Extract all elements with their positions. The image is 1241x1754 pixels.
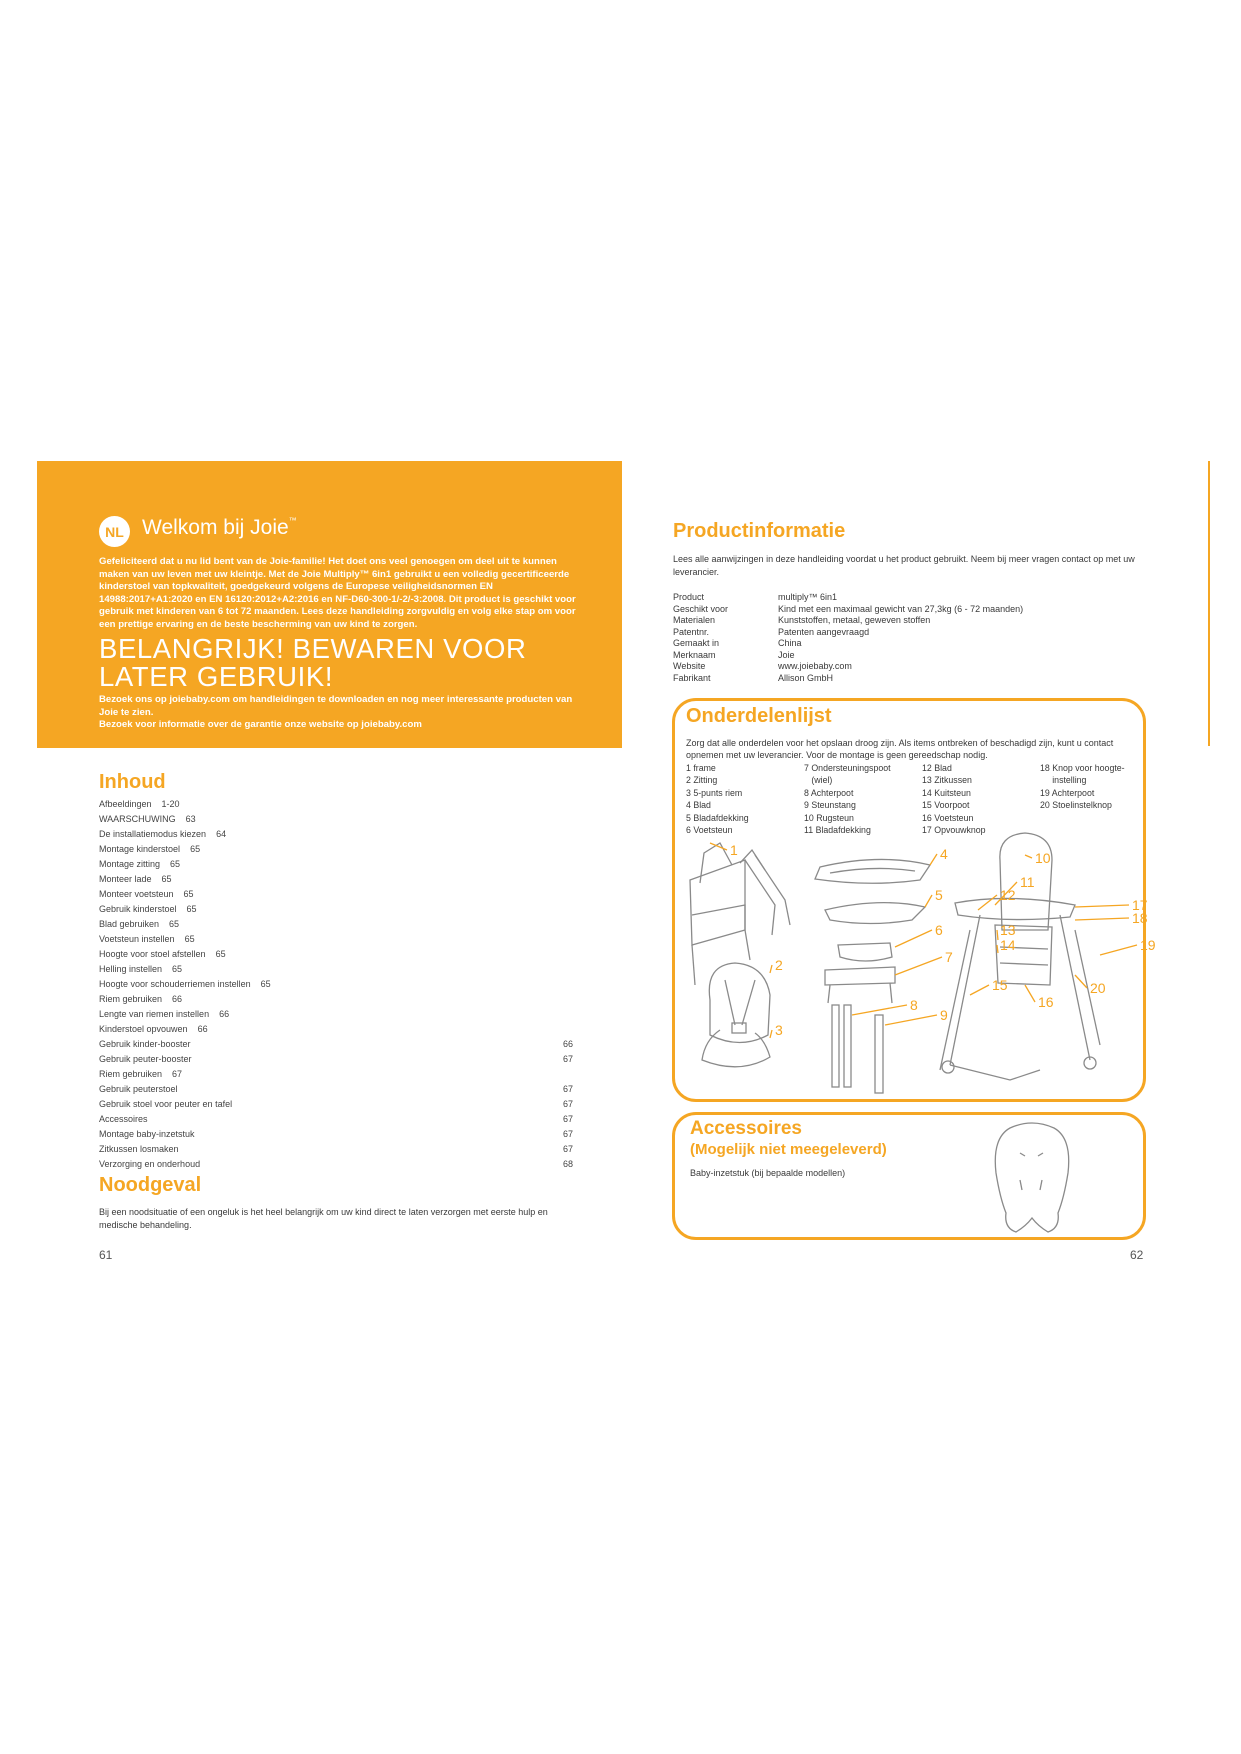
accessories-title: Accessoires	[690, 1118, 802, 1139]
toc-item-label: Blad gebruiken	[99, 919, 160, 929]
toc-item-label: Gebruik peuterstoel	[99, 1084, 178, 1094]
callout-label-17: 17	[1132, 897, 1148, 913]
toc-item-label: Riem gebruiken	[99, 994, 163, 1004]
callout-line	[895, 930, 932, 947]
toc-item-label: Monteer lade	[99, 874, 152, 884]
toc-item-page: 67	[562, 1054, 573, 1064]
callout-line	[1025, 985, 1035, 1002]
toc-item-label: Helling instellen	[99, 964, 163, 974]
product-info-value: Joie	[778, 649, 795, 660]
toc-item	[99, 857, 573, 872]
product-info-value: Patenten aangevraagd	[778, 626, 870, 637]
toc-item-label: Montage baby-inzetstuk	[99, 1129, 195, 1139]
toc-item	[99, 1127, 573, 1142]
callout-line	[1100, 945, 1137, 955]
toc-item	[99, 887, 573, 902]
parts-list-item: 2 Zitting	[686, 775, 718, 786]
toc-item	[99, 1082, 573, 1097]
parts-list-intro: Zorg dat alle onderdelen voor het opslaan droog zijn. Als items ontbreken of beschadigd zijn, kunt u contact opnemen met uw leverancier. Voor de montage is geen gereedschap nodig.	[686, 738, 1114, 760]
toc-item-page: 66	[172, 994, 183, 1004]
toc-item-page: 65	[260, 979, 271, 989]
parts-column-1	[686, 762, 749, 836]
welcome-intro-text: Gefeliciteerd dat u nu lid bent van de Joie-familie! Het doet ons veel genoegen om deel uit te kunnen maken van uw leven met uw kleintje. Met de Joie Multiply™ 6in1 gebruikt u een volledig gecertificeerde kinderstoel van topkwaliteit, goedgekeurd volgens de Europese veiligheidsnormen EN 14988:2017+A1:2020 en EN 16120:2012+A2:2016 en NF-D60-300-1/-2/-3:2008. Dit product is geschikt voor gebruik met kinderen van 6 tot 72 maanden. Lees deze handleiding zorgvuldig en volg elke stap om voor een prettige ervaring en de beste bescherming van uw kind te zorgen.	[99, 556, 576, 630]
toc-item-page: 64	[216, 829, 227, 839]
toc-item	[99, 977, 573, 992]
parts-list-item: 19 Achterpoot	[1040, 787, 1095, 798]
parts-list-item: 7 Ondersteuningspoot	[804, 763, 891, 773]
callout-label-16: 16	[1038, 994, 1054, 1010]
accessories-subtitle: (Mogelijk niet meegeleverd)	[690, 1141, 887, 1158]
toc-item	[99, 917, 573, 932]
support-bar-illustration	[875, 1015, 883, 1093]
product-info-key: Materialen	[673, 615, 716, 625]
toc-item-label: Gebruik kinder-booster	[99, 1039, 191, 1049]
callout-line	[770, 965, 772, 973]
toc-item-label: Kinderstoel opvouwen	[99, 1024, 188, 1034]
callout-line	[997, 945, 998, 953]
callout-label-19: 19	[1140, 937, 1156, 953]
toc-item-label: Riem gebruiken	[99, 1069, 163, 1079]
toc-item-page: 66	[197, 1024, 208, 1034]
parts-list-item: 16 Voetsteun	[922, 812, 974, 823]
product-info-value: Kind met een maximaal gewicht van 27,3kg (6 - 72 maanden)	[778, 603, 1024, 614]
toc-item-label: Hoogte voor schouderriemen instellen	[99, 979, 251, 989]
toc-item-page: 66	[562, 1039, 573, 1049]
trademark-symbol: ™	[288, 516, 297, 525]
toc-item	[99, 932, 573, 947]
toc-item-label: Afbeeldingen	[99, 799, 152, 809]
toc-item-label: Accessoires	[99, 1114, 148, 1124]
callout-label-3: 3	[775, 1022, 783, 1038]
parts-list-item: 1 frame	[686, 763, 716, 773]
toc-item-label: Montage kinderstoel	[99, 844, 181, 854]
callout-line	[770, 1030, 772, 1038]
product-info-value: Allison GmbH	[778, 672, 834, 683]
toc-item-label: Montage zitting	[99, 859, 161, 869]
accessories-item: Baby-inzetstuk (bij bepaalde modellen)	[690, 1168, 846, 1178]
parts-list-item: 11 Bladafdekking	[804, 825, 871, 836]
callout-label-2: 2	[775, 957, 783, 973]
toc-item-page: 67	[562, 1129, 573, 1139]
toc-item-label: Gebruik stoel voor peuter en tafel	[99, 1099, 233, 1109]
parts-list-item: 10 Rugsteun	[804, 812, 854, 823]
callout-label-11: 11	[1020, 874, 1035, 890]
toc-title: Inhoud	[99, 771, 166, 793]
parts-list-item: 18 Knop voor hoogte-	[1040, 763, 1125, 773]
visit-warranty-text: Bezoek voor informatie over de garantie onze website op joiebaby.com	[99, 719, 422, 731]
product-info-intro: Lees alle aanwijzingen in deze handleiding voordat u het product gebruikt. Neem bij meer vragen contact op met uw leverancier.	[673, 554, 1135, 577]
product-info-key: Gemaakt in	[673, 638, 720, 648]
toc-item-page: 65	[161, 874, 172, 884]
callout-label-14: 14	[1000, 937, 1016, 953]
callout-label-10: 10	[1035, 850, 1051, 866]
toc-item-page: 66	[219, 1009, 230, 1019]
callout-line	[925, 895, 932, 907]
footrest-illustration	[838, 943, 892, 961]
tray-cover-illustration	[825, 903, 925, 924]
toc-item	[99, 827, 573, 842]
callout-line	[852, 1005, 907, 1015]
toc-item	[99, 1112, 573, 1127]
toc-item	[99, 797, 573, 812]
callout-label-6: 6	[935, 922, 943, 938]
toc-item	[99, 902, 573, 917]
toc-item	[99, 1007, 573, 1022]
toc-item-label: Verzorging en onderhoud	[99, 1159, 201, 1169]
product-info-key: Geschikt voor	[673, 603, 729, 614]
parts-list-item: 14 Kuitsteun	[922, 787, 971, 798]
toc-item-page: 67	[562, 1144, 573, 1154]
callout-label-20: 20	[1090, 980, 1106, 996]
callout-label-13: 13	[1000, 922, 1016, 938]
toc-item-page: 67	[562, 1084, 573, 1094]
callout-label-5: 5	[935, 887, 943, 903]
product-info-key: Fabrikant	[673, 672, 711, 683]
toc-item-page: 65	[186, 904, 197, 914]
parts-column-4	[1040, 762, 1125, 812]
callout-line	[895, 957, 942, 975]
callout-line	[1025, 855, 1032, 858]
parts-list-item: 12 Blad	[922, 763, 952, 773]
parts-list-item: 8 Achterpoot	[804, 787, 854, 798]
product-info-row	[673, 661, 1153, 673]
parts-list-item: 4 Blad	[686, 800, 711, 811]
parts-column-2	[804, 762, 891, 836]
toc-item-label: Lengte van riemen instellen	[99, 1009, 210, 1019]
language-badge: NL	[99, 516, 130, 547]
tray-illustration	[815, 859, 930, 883]
product-info-value: multiply™ 6in1	[778, 592, 838, 602]
parts-list-item: 3 5-punts riem	[686, 787, 743, 798]
toc-item	[99, 842, 573, 857]
parts-list-item: instelling	[1040, 775, 1087, 786]
toc-item-page: 67	[562, 1114, 573, 1124]
callout-label-1: 1	[730, 842, 738, 858]
callout-line	[997, 930, 998, 940]
product-info-title: Productinformatie	[673, 520, 846, 542]
toc-item-label: Monteer voetsteun	[99, 889, 174, 899]
toc-item-page: 63	[185, 814, 196, 824]
callout-label-15: 15	[992, 977, 1008, 993]
toc-item-page: 67	[562, 1099, 573, 1109]
product-info-row	[673, 604, 1153, 616]
visit-downloads-text: Bezoek ons op joiebaby.com om handleidingen te downloaden en nog meer interessante producten van Joie te zien.	[99, 694, 573, 718]
callout-line	[978, 895, 997, 910]
toc-item	[99, 1097, 573, 1112]
toc-item-label: Hoogte voor stoel afstellen	[99, 949, 206, 959]
parts-list-item: 9 Steunstang	[804, 800, 856, 811]
callout-line	[1075, 918, 1129, 920]
product-info-table	[673, 592, 1153, 684]
toc-item-page: 65	[215, 949, 226, 959]
toc-item	[99, 1067, 573, 1082]
margin-rule	[1208, 461, 1210, 746]
product-info-value: www.joiebaby.com	[778, 661, 852, 671]
product-info-key: Website	[673, 661, 706, 671]
callout-label-8: 8	[910, 997, 918, 1013]
welcome-banner	[37, 461, 622, 748]
toc-list	[99, 797, 573, 1172]
callout-label-4: 4	[940, 846, 948, 862]
toc-item	[99, 1157, 573, 1172]
toc-item-page: 65	[172, 964, 183, 974]
product-info-row	[673, 627, 1153, 639]
seat-illustration	[702, 963, 770, 1067]
product-info-row	[673, 592, 1153, 604]
toc-item	[99, 947, 573, 962]
toc-item-label: WAARSCHUWING	[99, 814, 176, 824]
callout-label-12: 12	[1000, 887, 1016, 903]
toc-item-label: Zitkussen losmaken	[99, 1144, 179, 1154]
parts-column-3	[922, 762, 986, 836]
toc-item	[99, 872, 573, 887]
product-info-value: China	[778, 638, 802, 648]
callout-line	[1075, 905, 1129, 907]
parts-list-item: 5 Bladafdekking	[686, 812, 749, 823]
toc-item	[99, 1142, 573, 1157]
toc-item-page: 67	[172, 1069, 183, 1079]
toc-item-page: 65	[184, 934, 195, 944]
product-info-row	[673, 650, 1153, 662]
toc-item	[99, 1052, 573, 1067]
callout-line	[930, 854, 937, 865]
emergency-text: Bij een noodsituatie of een ongeluk is het heel belangrijk om uw kind direct te laten verzorgen met eerste hulp en medische behandeling.	[99, 1207, 548, 1230]
toc-item	[99, 1037, 573, 1052]
toc-item	[99, 992, 573, 1007]
toc-item-page: 65	[169, 919, 180, 929]
toc-item	[99, 962, 573, 977]
toc-item-label: Gebruik kinderstoel	[99, 904, 177, 914]
page-number-right: 62	[1130, 1248, 1144, 1262]
parts-list-title: Onderdelenlijst	[686, 705, 832, 727]
welcome-title: Welkom bij Joie™	[142, 516, 297, 539]
page-number-left: 61	[99, 1248, 113, 1262]
product-info-key: Merknaam	[673, 649, 716, 660]
toc-item-page: 68	[562, 1159, 573, 1169]
toc-item-page: 1-20	[161, 799, 180, 809]
toc-item	[99, 1022, 573, 1037]
emergency-title: Noodgeval	[99, 1174, 202, 1196]
parts-list-item: 6 Voetsteun	[686, 825, 733, 836]
rear-legs-illustration	[832, 1005, 851, 1087]
toc-item-page: 65	[170, 859, 181, 869]
toc-item-label: De installatiemodus kiezen	[99, 829, 207, 839]
callout-line	[970, 985, 989, 995]
toc-item	[99, 812, 573, 827]
parts-diagram	[680, 835, 1156, 1097]
toc-item-page: 65	[183, 889, 194, 899]
product-info-value: Kunststoffen, metaal, geweven stoffen	[778, 615, 931, 625]
callout-label-9: 9	[940, 1007, 948, 1023]
toc-item-page: 65	[190, 844, 201, 854]
product-info-row	[673, 615, 1153, 627]
callout-label-7: 7	[945, 949, 953, 965]
parts-list-item: (wiel)	[804, 775, 833, 786]
product-info-key: Product	[673, 592, 705, 602]
toc-item-label: Voetsteun instellen	[99, 934, 175, 944]
toc-item-label: Gebruik peuter-booster	[99, 1054, 192, 1064]
parts-list-item: 20 Stoelinstelknop	[1040, 800, 1112, 811]
callout-line	[885, 1015, 937, 1025]
product-info-row	[673, 673, 1153, 685]
callout-label-18: 18	[1132, 910, 1148, 926]
support-leg-illustration	[825, 967, 895, 1003]
product-info-key: Patentnr.	[673, 626, 710, 637]
baby-insert-illustration	[980, 1118, 1084, 1236]
parts-list-item: 13 Zitkussen	[922, 775, 972, 786]
assembled-chair-illustration	[940, 833, 1100, 1080]
product-info-row	[673, 638, 1153, 650]
important-notice: BELANGRIJK! BEWAREN VOOR LATER GEBRUIK!	[99, 633, 527, 692]
parts-list-item: 15 Voorpoot	[922, 800, 970, 811]
visit-website-text	[99, 694, 589, 732]
parts-list-item: 17 Opvouwknop	[922, 825, 986, 836]
